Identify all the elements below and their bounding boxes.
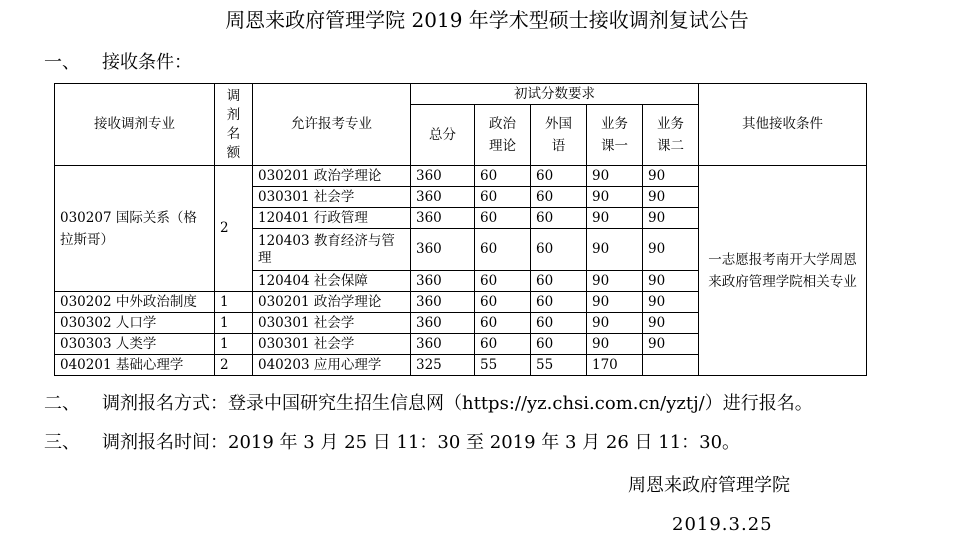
cell-politics: 60 [475,292,531,313]
header-foreign: 外国语 [531,105,587,166]
cell-politics: 60 [475,166,531,187]
section-number: 一、 [44,52,80,73]
cell-total: 360 [411,208,475,229]
table-body [55,84,867,376]
cell-allowed: 030201 政治学理论 [253,166,411,187]
cell-politics: 60 [475,229,531,271]
cell-course2 [643,355,699,376]
cell-total: 360 [411,166,475,187]
cell-foreign: 60 [531,292,587,313]
cell-quota: 2 [215,166,253,292]
section-conditions [44,50,192,76]
cell-total: 360 [411,313,475,334]
cell-foreign: 60 [531,229,587,271]
header-quota: 调剂名额 [215,84,253,166]
cell-major: 030302 人口学 [55,313,215,334]
cell-allowed: 120404 社会保障 [253,271,411,292]
cell-other-condition: 一志愿报考南开大学周恩来政府管理学院相关专业 [699,166,867,376]
cell-politics: 60 [475,334,531,355]
header-other: 其他接收条件 [699,84,867,166]
cell-politics: 60 [475,313,531,334]
header-allowed: 允许报考专业 [253,84,411,166]
cell-course2: 90 [643,208,699,229]
cell-course1: 90 [587,187,643,208]
header-major: 接收调剂专业 [55,84,215,166]
section-text: 接收条件： [102,52,192,73]
section-number: 三、 [44,432,80,453]
cell-course1: 90 [587,229,643,271]
header-score-group: 初试分数要求 [411,84,699,105]
cell-course2: 90 [643,292,699,313]
cell-major: 030303 人类学 [55,334,215,355]
cell-total: 325 [411,355,475,376]
cell-quota: 1 [215,292,253,313]
cell-major: 030202 中外政治制度 [55,292,215,313]
cell-course1: 90 [587,208,643,229]
cell-foreign: 60 [531,208,587,229]
cell-politics: 60 [475,187,531,208]
cell-major: 030207 国际关系（格拉斯哥） [55,166,215,292]
header-course2: 业务课二 [643,105,699,166]
requirements-table [54,83,867,376]
cell-total: 360 [411,334,475,355]
cell-allowed: 030201 政治学理论 [253,292,411,313]
cell-course1: 170 [587,355,643,376]
cell-course2: 90 [643,166,699,187]
header-course1: 业务课一 [587,105,643,166]
cell-politics: 60 [475,208,531,229]
cell-total: 360 [411,292,475,313]
section-time [44,430,740,456]
cell-course1: 90 [587,292,643,313]
section-text: 调剂报名方式：登录中国研究生招生信息网（https://yz.chsi.com.cn/yztj/）进行报名。 [102,393,813,414]
cell-course2: 90 [643,187,699,208]
cell-course1: 90 [587,334,643,355]
section-method [44,391,813,417]
cell-foreign: 55 [531,355,587,376]
cell-course1: 90 [587,271,643,292]
cell-allowed: 040203 应用心理学 [253,355,411,376]
cell-foreign: 60 [531,313,587,334]
cell-allowed: 120401 行政管理 [253,208,411,229]
cell-course2: 90 [643,334,699,355]
header-total: 总分 [411,105,475,166]
signature-org: 周恩来政府管理学院 [628,475,790,496]
cell-quota: 1 [215,334,253,355]
section-text: 调剂报名时间：2019 年 3 月 25 日 11：30 至 2019 年 3 月 26 日 11：30。 [102,432,741,453]
page-title: 周恩来政府管理学院 2019 年学术型硕士接收调剂复试公告 [225,8,749,32]
cell-allowed: 030301 社会学 [253,187,411,208]
cell-foreign: 60 [531,271,587,292]
table-row [55,166,867,187]
cell-foreign: 60 [531,166,587,187]
header-row [55,84,867,105]
cell-course2: 90 [643,313,699,334]
cell-foreign: 60 [531,187,587,208]
cell-foreign: 60 [531,334,587,355]
cell-politics: 55 [475,355,531,376]
cell-total: 360 [411,229,475,271]
cell-major: 040201 基础心理学 [55,355,215,376]
cell-allowed: 030301 社会学 [253,334,411,355]
cell-quota: 2 [215,355,253,376]
cell-politics: 60 [475,271,531,292]
header-politics: 政治理论 [475,105,531,166]
cell-quota: 1 [215,313,253,334]
cell-course2: 90 [643,229,699,271]
section-number: 二、 [44,393,80,414]
cell-course1: 90 [587,313,643,334]
cell-allowed: 120403 教育经济与管理 [253,229,411,271]
cell-allowed: 030301 社会学 [253,313,411,334]
signature-date: 2019.3.25 [672,514,773,535]
cell-total: 360 [411,187,475,208]
cell-course1: 90 [587,166,643,187]
cell-total: 360 [411,271,475,292]
cell-course2: 90 [643,271,699,292]
